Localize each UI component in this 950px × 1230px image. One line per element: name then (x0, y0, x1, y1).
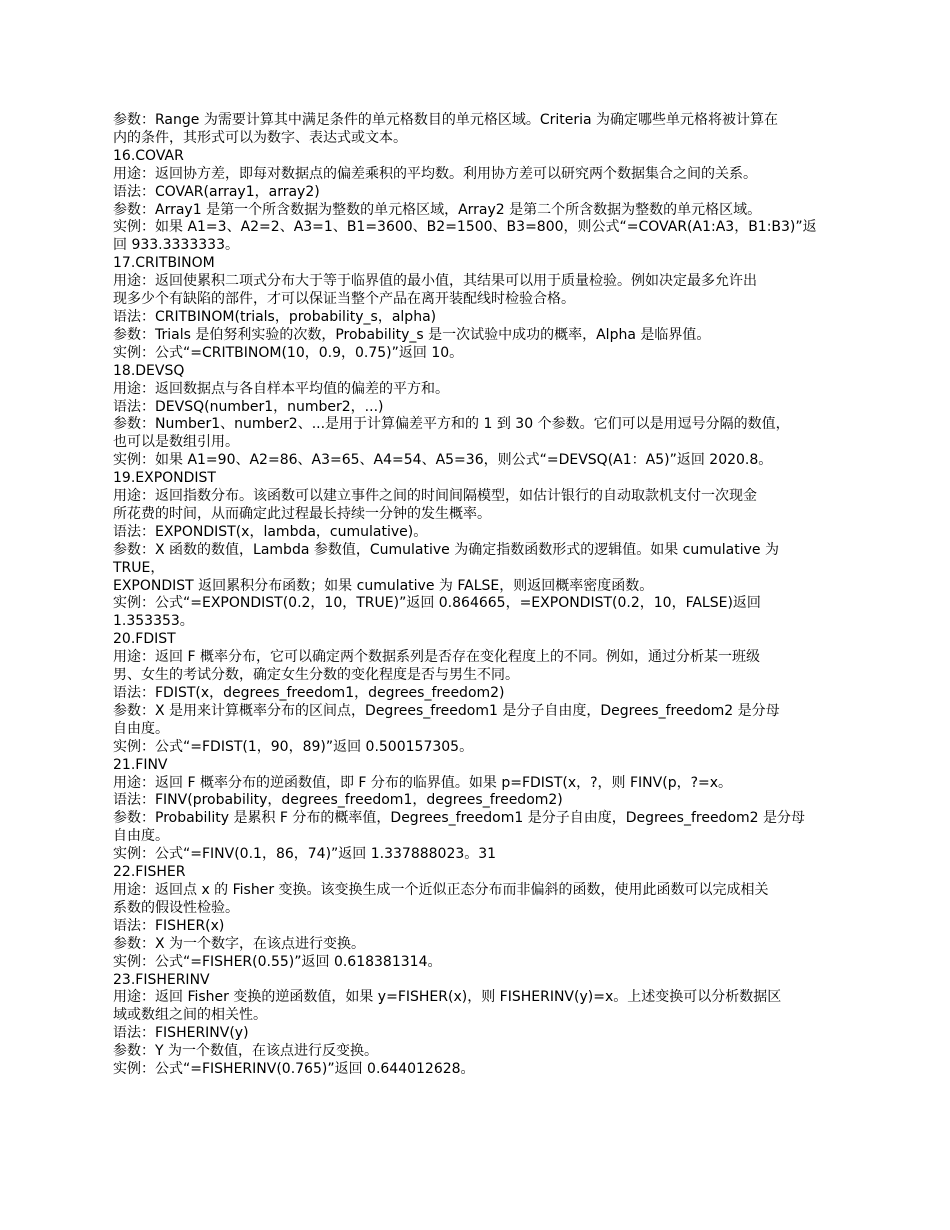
document-page (113, 112, 838, 1079)
text-line: 回 933.3333333。 (113, 237, 239, 254)
text-line: 16.COVAR (113, 147, 184, 164)
text-line: 用途：返回 Fisher 变换的逆函数值，如果 y=FISHER(x)，则 FISHERINV(y)=x。上述变换可以分析数据区 (113, 989, 782, 1006)
text-line: 18.DEVSQ (113, 362, 185, 379)
text-line: 自由度。 (113, 720, 169, 737)
text-line: 参数：Trials 是伯努利实验的次数，Probability_s 是一次试验中成功的概率，Alpha 是临界值。 (113, 326, 711, 343)
text-line: 语法：FISHERINV(y) (113, 1025, 249, 1042)
text-line: 实例：公式“=CRITBINOM(10，0.9，0.75)”返回 10。 (113, 344, 464, 361)
text-line: 自由度。 (113, 828, 169, 845)
text-line: 1.353353。 (113, 613, 194, 630)
text-line: 实例：公式“=EXPONDIST(0.2，10，TRUE)”返回 0.864665，=EXPONDIST(0.2，10，FALSE)返回 (113, 595, 761, 612)
text-line: 参数：Y 为一个数值，在该点进行反变换。 (113, 1043, 379, 1060)
text-line: 用途：返回指数分布。该函数可以建立事件之间的时间间隔模型，如估计银行的自动取款机支付一次现金 (113, 488, 757, 505)
text-line: 域或数组之间的相关性。 (113, 1007, 267, 1024)
text-line: 也可以是数组引用。 (113, 434, 239, 451)
text-line: 语法：DEVSQ(number1，number2，...) (113, 398, 384, 415)
text-line: 语法：CRITBINOM(trials，probability_s，alpha) (113, 308, 437, 325)
text-line: 20.FDIST (113, 631, 176, 648)
text-line: 参数：Range 为需要计算其中满足条件的单元格数目的单元格区域。Criteria 为确定哪些单元格将被计算在 (113, 112, 779, 128)
text-line: 内的条件，其形式可以为数字、表达式或文本。 (113, 129, 407, 146)
text-line: 实例：如果 A1=3、A2=2、A3=1、B1=3600、B2=1500、B3=800，则公式“=COVAR(A1:A3，B1:B3)”返 (113, 219, 817, 236)
text-line: 17.CRITBINOM (113, 255, 215, 272)
text-line: 22.FISHER (113, 864, 186, 881)
text-line: 用途：返回数据点与各自样本平均值的偏差的平方和。 (113, 380, 449, 397)
text-line: 实例：公式“=FDIST(1，90，89)”返回 0.500157305。 (113, 738, 474, 755)
text-line: 参数：X 是用来计算概率分布的区间点，Degrees_freedom1 是分子自由度，Degrees_freedom2 是分母 (113, 702, 780, 719)
text-line: EXPONDIST 返回累积分布函数；如果 cumulative 为 FALSE，则返回概率密度函数。 (113, 577, 654, 594)
text-line: 用途：返回 F 概率分布的逆函数值，即 F 分布的临界值。如果 p=FDIST(x，?，则 FINV(p，?=x。 (113, 774, 733, 791)
text-line: 用途：返回 F 概率分布，它可以确定两个数据系列是否存在变化程度上的不同。例如，通过分析某一班级 (113, 649, 760, 666)
text-line: 参数：X 为一个数字，在该点进行变换。 (113, 935, 366, 952)
text-line: 所花费的时间，从而确定此过程最长持续一分钟的发生概率。 (113, 505, 491, 522)
text-line: 19.EXPONDIST (113, 470, 216, 487)
text-line: 现多少个有缺陷的部件，才可以保证当整个产品在离开装配线时检验合格。 (113, 291, 575, 308)
text-line: 参数：Number1、number2、...是用于计算偏差平方和的 1 到 30 个参数。它们可以是用逗号分隔的数值， (113, 416, 790, 433)
text-line: 语法：COVAR(array1，array2) (113, 183, 320, 200)
text-line: 语法：FDIST(x，degrees_freedom1，degrees_freedom2) (113, 685, 505, 701)
text-line: 实例：公式“=FISHERINV(0.765)”返回 0.644012628。 (113, 1061, 475, 1078)
text-line: TRUE， (113, 559, 165, 576)
text-line: 实例：公式“=FISHER(0.55)”返回 0.618381314。 (113, 953, 442, 970)
text-line: 实例：如果 A1=90、A2=86、A3=65、A4=54、A5=36，则公式“=DEVSQ(A1：A5)”返回 2020.8。 (113, 452, 773, 469)
text-line: 参数：X 函数的数值，Lambda 参数值，Cumulative 为确定指数函数形式的逻辑值。如果 cumulative 为 (113, 541, 779, 558)
text-line: 语法：FISHER(x) (113, 917, 225, 934)
text-line: 用途：返回点 x 的 Fisher 变换。该变换生成一个近似正态分布而非偏斜的函数，使用此函数可以完成相关 (113, 881, 769, 898)
text-line: 21.FINV (113, 756, 168, 773)
text-line: 实例：公式“=FINV(0.1，86，74)”返回 1.337888023。31 (113, 846, 497, 863)
text-line: 语法：EXPONDIST(x，lambda，cumulative)。 (113, 523, 428, 540)
text-line: 用途：返回协方差，即每对数据点的偏差乘积的平均数。利用协方差可以研究两个数据集合之间的关系。 (113, 165, 757, 182)
text-line: 系数的假设性检验。 (113, 899, 239, 916)
text-line: 参数：Array1 是第一个所含数据为整数的单元格区域，Array2 是第二个所含数据为整数的单元格区域。 (113, 201, 762, 218)
text-line: 参数：Probability 是累积 F 分布的概率值，Degrees_freedom1 是分子自由度，Degrees_freedom2 是分母 (113, 810, 806, 827)
text-line: 23.FISHERINV (113, 971, 210, 988)
text-line: 用途：返回使累积二项式分布大于等于临界值的最小值，其结果可以用于质量检验。例如决定最多允许出 (113, 273, 757, 290)
text-line: 语法：FINV(probability，degrees_freedom1，degrees_freedom2) (113, 792, 563, 809)
text-line: 男、女生的考试分数，确定女生分数的变化程度是否与男生不同。 (113, 667, 519, 684)
